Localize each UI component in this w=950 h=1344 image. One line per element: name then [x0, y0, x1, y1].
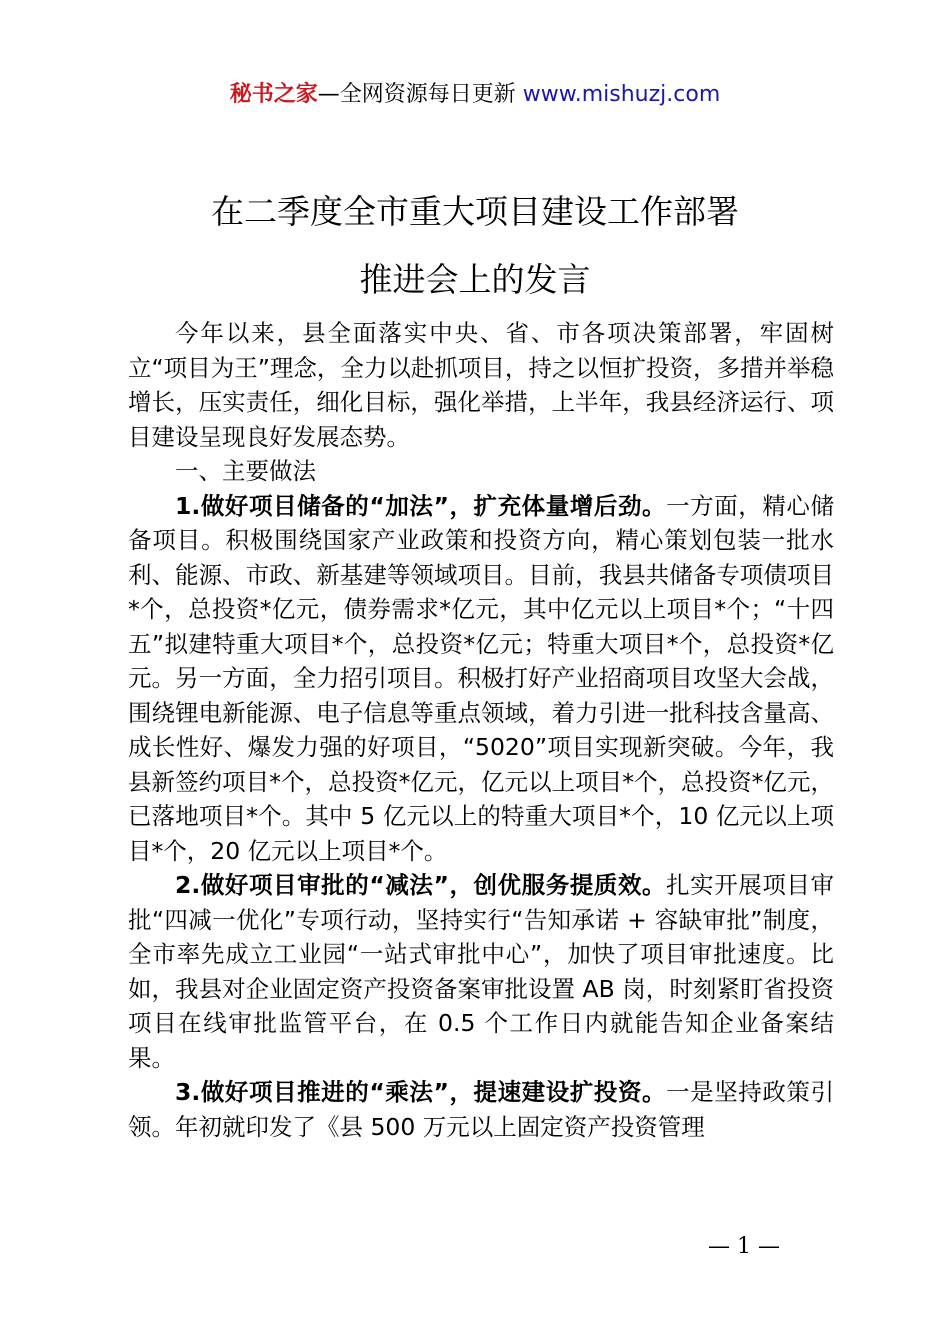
site-url-link[interactable]: www.mishuzj.com: [522, 82, 721, 107]
document-title-line-2: 推进会上的发言: [359, 260, 591, 299]
paragraph-3: [128, 1075, 834, 1144]
paragraph-2-heading: 2.做好项目审批的“减法”，创优服务提质效。: [175, 871, 667, 899]
site-brand: 秘书之家: [229, 82, 318, 107]
site-banner: [0, 80, 950, 110]
paragraph-1: [128, 489, 834, 869]
document-title-line-1: 在二季度全市重大项目建设工作部署: [211, 192, 739, 231]
paragraph-2: [128, 868, 834, 1075]
paragraph-3-body: 一是坚持政策引领。年初就印发了《县 500 万元以上固定资产投资管理: [128, 1078, 834, 1141]
paragraph-1-heading: 1.做好项目储备的“加法”，扩充体量增后劲。: [175, 491, 667, 520]
page-number: — 1 —: [708, 1234, 780, 1259]
intro-paragraph: 今年以来，县全面落实中央、省、市各项决策部署，牢固树立“项目为王”理念，全力以赴抓项目，持之以恒扩投资，多措并举稳增长，压实责任，细化目标，强化举措，上半年，我县经济运行、项目建设呈现良好发展态势。: [128, 319, 834, 451]
document-body: [128, 316, 834, 1144]
paragraph-1-body: 一方面，精心储备项目。积极围绕国家产业政策和投资方向，精心策划包装一批水利、能源、市政、新基建等领域项目。目前，我县共储备专项债项目*个，总投资*亿元，债券需求*亿元，其中亿元以上项目*个；“十四五”拟建特重大项目*个，总投资*亿元；特重大项目*个，总投资*亿元。另一方面，全力招引项目。积极打好产业招商项目攻坚大会战，围绕锂电新能源、电子信息等重点领域，着力引进一批科技含量高、成长性好、爆发力强的好项目，“5020”项目实现新突破。今年，我县新签约项目*个，总投资*亿元，亿元以上项目*个，总投资*亿元，已落地项目*个。其中 5 亿元以上的特重大项目*个，10 亿元以上项目*个，20 亿元以上项目*个。: [128, 491, 834, 865]
section-heading: 一、主要做法: [175, 457, 316, 485]
paragraph-2-body: 扎实开展项目审批“四减一优化”专项行动，坚持实行“告知承诺 + 容缺审批”制度，全市率先成立工业园“一站式审批中心”，加快了项目审批速度。比如，我县对企业固定资产投资备案审批设置 AB 岗，时刻紧盯省投资项目在线审批监管平台，在 0.5 个工作日内就能告知企业备案结果。: [128, 871, 834, 1072]
paragraph-3-heading: 3.做好项目推进的“乘法”，提速建设扩投资。: [175, 1078, 667, 1106]
site-tagline: —全网资源每日更新: [317, 82, 523, 107]
